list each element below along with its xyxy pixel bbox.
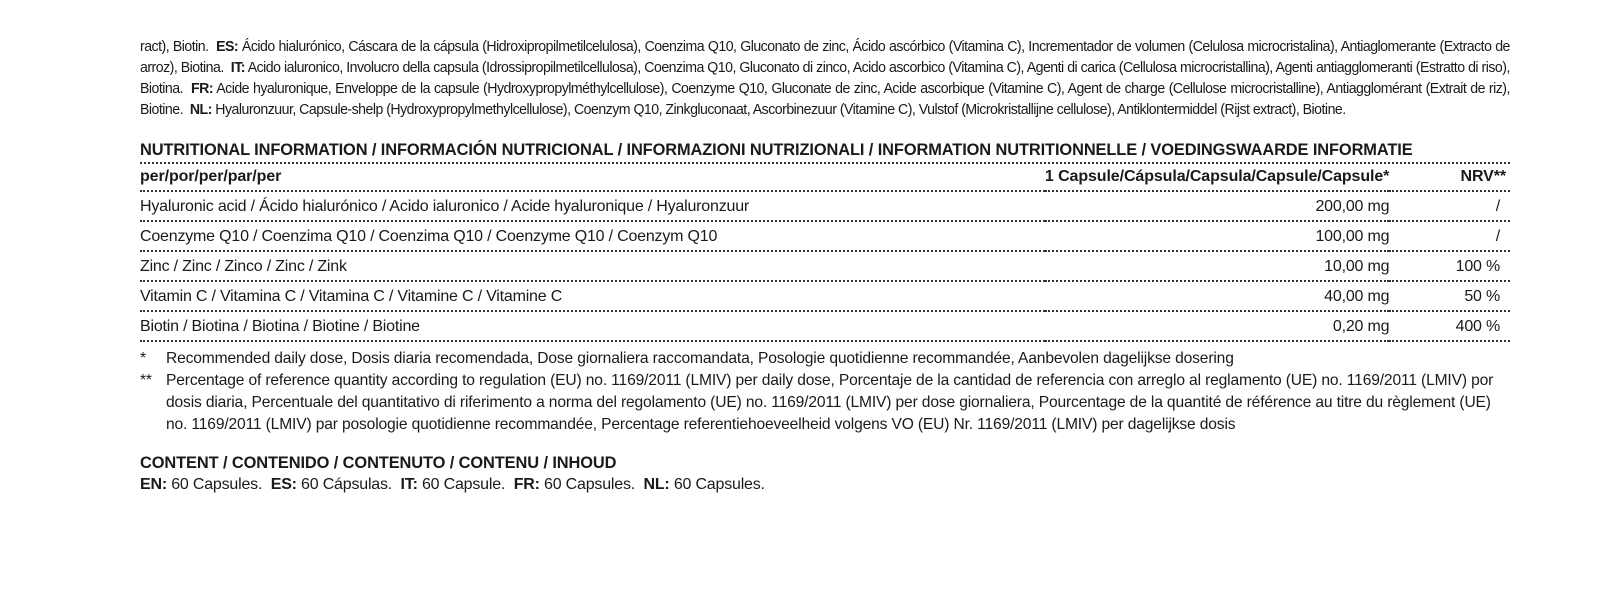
ingredients-nl-code: NL:	[189, 101, 212, 118]
table-row	[140, 311, 1510, 341]
nutrient-amount: 0,20 mg	[1045, 311, 1389, 341]
nutrient-name: Hyaluronic acid / Ácido hialurónico / Acido ialuronico / Acide hyaluronique / Hyaluronzuur	[140, 191, 1045, 221]
nutrient-nrv: 50 %	[1389, 281, 1510, 311]
table-row	[140, 281, 1510, 311]
content-it-code: IT:	[400, 476, 418, 493]
nutrition-header-row	[140, 164, 1510, 191]
footnote-mark: **	[140, 372, 152, 389]
ingredients-fr-text: Acide hyaluronique, Enveloppe de la capsule (Hydroxypropylméthylcellulose), Coenzyme Q10, Gluconate de zinc, Acide ascorbique (Vitamine C), Agent de charge (Cellulose microcristalline), Antiagglomérant (Extrait de riz), Biotine.	[140, 80, 1510, 118]
nutrient-amount: 10,00 mg	[1045, 251, 1389, 281]
footnote-text: Recommended daily dose, Dosis diaria recomendada, Dose giornaliera raccomandata, Posologie quotidienne recommandée, Aanbevolen dagelijkse dosering	[166, 350, 1234, 367]
header-nrv: NRV**	[1389, 164, 1510, 191]
content-nl-code: NL:	[643, 476, 670, 493]
content-heading: CONTENT / CONTENIDO / CONTENUTO / CONTENU / INHOUD	[140, 454, 617, 472]
product-label	[140, 36, 1510, 496]
table-row	[140, 221, 1510, 251]
footnote-daily-dose	[140, 348, 1510, 370]
nutrient-name: Vitamin C / Vitamina C / Vitamina C / Vitamine C / Vitamine C	[140, 281, 1045, 311]
content-fr-text: 60 Capsules.	[544, 476, 635, 493]
ingredients-nl-text: Hyaluronzuur, Capsule-shelp (Hydroxypropylmethylcellulose), Coenzym Q10, Zinkgluconaat, Ascorbinezuur (Vitamine C), Vulstof (Microkristallijne cellulose), Antiklontermiddel (Rijst extract), Biotine.	[215, 101, 1346, 118]
nutrition-table	[140, 164, 1510, 342]
header-per: per/por/per/par/per	[140, 164, 1045, 191]
nutrient-name: Zinc / Zinc / Zinco / Zinc / Zink	[140, 251, 1045, 281]
table-row	[140, 251, 1510, 281]
nutrient-nrv: 100 %	[1389, 251, 1510, 281]
ingredients-it-code: IT:	[230, 59, 245, 76]
footnote-text: Percentage of reference quantity according to regulation (EU) no. 1169/2011 (LMIV) per daily dose, Porcentaje de la cantidad de referencia con arreglo al reglamento (UE) no. 1169/2011 (LMIV) por dosis diaria, Percentuale del quantitativo di riferimento a norma del regolamento (UE) no. 1169/2011 (LMIV) per dose giornaliera, Pourcentage de la quantité de référence au titre du règlement (UE) no. 1169/2011 (LMIV) par posologie quotidienne recommandée, Percentage referentiehoeveelheid volgens VO (EU) Nr. 1169/2011 (LMIV) per dagelijkse dosis	[166, 372, 1494, 433]
ingredients-es-text: Ácido hialurónico, Cáscara de la cápsula (Hidroxipropilmetilcelulosa), Coenzima Q10, Gluconato de zinc, Ácido ascórbico (Vitamina C), Incrementador de volumen (Celulosa microcristalina), Antiaglomerante (Extracto de arroz), Biotina.	[140, 38, 1510, 76]
content-fr-code: FR:	[513, 476, 540, 493]
content-es-code: ES:	[270, 476, 297, 493]
nutrient-amount: 200,00 mg	[1045, 191, 1389, 221]
nutrient-name: Biotin / Biotina / Biotina / Biotine / Biotine	[140, 311, 1045, 341]
footnote-mark: *	[140, 350, 146, 367]
table-row	[140, 191, 1510, 221]
header-amount: 1 Capsule/Cápsula/Capsula/Capsule/Capsule*	[1045, 164, 1389, 191]
nutrient-name: Coenzyme Q10 / Coenzima Q10 / Coenzima Q10 / Coenzyme Q10 / Coenzym Q10	[140, 221, 1045, 251]
footnotes	[140, 348, 1510, 436]
ingredients-it-text: Acido ialuronico, Involucro della capsula (Idrossipropilmetilcellulosa), Coenzima Q10, Gluconato di zinco, Acido ascorbico (Vitamina C), Agenti di carica (Cellulosa microcristallina), Agenti antiagglomeranti (Estratto di riso), Biotina.	[140, 59, 1510, 97]
content-en-code: EN:	[140, 476, 167, 493]
nutrient-amount: 40,00 mg	[1045, 281, 1389, 311]
content-es-text: 60 Cápsulas.	[301, 476, 393, 493]
ingredients-fr-code: FR:	[191, 80, 214, 97]
nutrient-amount: 100,00 mg	[1045, 221, 1389, 251]
nutrient-nrv: 400 %	[1389, 311, 1510, 341]
nutrient-nrv: /	[1389, 191, 1510, 221]
ingredients-es-code: ES:	[216, 38, 239, 55]
content-en-text: 60 Capsules.	[171, 476, 263, 493]
nutrient-nrv: /	[1389, 221, 1510, 251]
nutrition-heading: NUTRITIONAL INFORMATION / INFORMACIÓN NUTRICIONAL / INFORMAZIONI NUTRIZIONALI / INFORMATION NUTRITIONNELLE / VOEDINGSWAARDE INFORMATIE	[140, 139, 1510, 164]
ingredients-paragraph	[140, 36, 1510, 120]
content-it-text: 60 Capsule.	[421, 476, 506, 493]
content-line	[140, 474, 1510, 496]
ingredients-en-tail: ract), Biotin.	[140, 38, 209, 55]
content-nl-text: 60 Capsules.	[673, 476, 765, 493]
footnote-reference-quantity	[140, 370, 1510, 436]
